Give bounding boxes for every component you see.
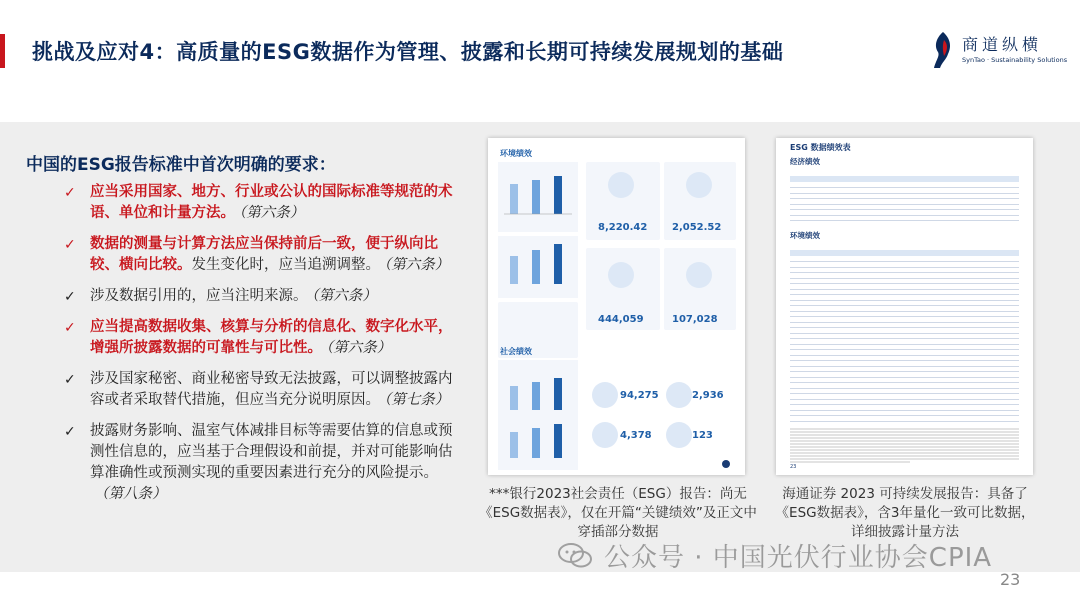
- bank-report-thumbnail: [488, 138, 745, 475]
- doc1-stat-3: 444,059: [598, 314, 644, 325]
- check-icon: ✓: [64, 237, 76, 253]
- footnote-line: [790, 458, 1019, 460]
- doc2-env-table-header: [790, 250, 1019, 256]
- watermark-text: 公众号 · 中国光伏行业协会CPIA: [604, 543, 993, 573]
- requirement-item: [64, 421, 454, 505]
- table-row: [790, 363, 1019, 367]
- requirement-reference: （第八条）: [94, 486, 167, 502]
- footnote-line: [790, 452, 1019, 454]
- doc1-env-bar-chart: [498, 162, 578, 232]
- table-row: [790, 418, 1019, 422]
- table-row: [790, 385, 1019, 389]
- table-row: [790, 412, 1019, 416]
- haitong-report-thumbnail: [776, 138, 1033, 475]
- handshake-icon: [666, 382, 692, 408]
- table-row: [790, 324, 1019, 328]
- requirements-list: [64, 182, 454, 515]
- requirement-item: [64, 317, 454, 359]
- check-icon: ✓: [64, 289, 76, 305]
- check-icon: ✓: [64, 320, 76, 336]
- table-row: [790, 407, 1019, 411]
- requirements-heading: 中国的ESG报告标准中首次明确的要求：: [26, 155, 336, 175]
- slide-page-number: 23: [1000, 570, 1021, 589]
- table-row: [790, 195, 1019, 199]
- table-row: [790, 330, 1019, 334]
- requirement-text: 涉及数据引用的，应当注明来源。: [90, 288, 308, 304]
- footnote-line: [790, 440, 1019, 442]
- table-row: [790, 319, 1019, 323]
- footnote-line: [790, 434, 1019, 436]
- doc1-stat-4: 107,028: [672, 314, 718, 325]
- table-row: [790, 335, 1019, 339]
- table-row: [790, 297, 1019, 301]
- slide-header: [0, 0, 1080, 100]
- title-accent-bar: [0, 34, 5, 68]
- leaf-icon: [608, 172, 634, 198]
- doc1-social-bar-chart: [498, 360, 578, 470]
- table-row: [790, 313, 1019, 317]
- table-row: [790, 341, 1019, 345]
- slide-title: 挑战及应对4：高质量的ESG数据作为管理、披露和长期可持续发展规划的基础: [32, 40, 784, 64]
- cloud-icon: [686, 262, 712, 288]
- requirement-text: 应当提高数据收集、核算与分析的信息化、数字化水平，增强所披露数据的可靠性与可比性。: [90, 319, 453, 356]
- footnote-line: [790, 449, 1019, 451]
- footnote-line: [790, 455, 1019, 457]
- person-icon: [592, 422, 618, 448]
- requirement-item: [64, 369, 454, 411]
- doc1-stat-7: 4,378: [620, 430, 652, 441]
- requirement-reference: （第七条）: [384, 392, 450, 408]
- doc1-env-heading: 环境绩效: [500, 149, 532, 158]
- table-row: [790, 286, 1019, 290]
- table-row: [790, 291, 1019, 295]
- table-row: [790, 184, 1019, 188]
- table-row: [790, 269, 1019, 273]
- people-icon: [592, 382, 618, 408]
- logo-mark-icon: [930, 30, 956, 70]
- doc1-corner-dot: [722, 460, 730, 468]
- check-icon: ✓: [64, 372, 76, 388]
- doc2-econ-heading: 经济绩效: [790, 157, 820, 166]
- requirement-item: [64, 286, 454, 307]
- doc1-env-bar-chart-2: [498, 236, 578, 298]
- table-row: [790, 379, 1019, 383]
- doc1-stat-2: 2,052.52: [672, 222, 722, 233]
- table-row: [790, 396, 1019, 400]
- requirement-text: 涉及国家秘密、商业秘密导致无法披露，可以调整披露内容或者采取替代措施，但应当充分说明原因。: [90, 371, 453, 408]
- requirement-reference: （第六条）: [239, 205, 305, 221]
- table-row: [790, 201, 1019, 205]
- company-logo: [930, 30, 1068, 74]
- table-row: [790, 368, 1019, 372]
- check-icon: ✓: [64, 185, 76, 201]
- footnote-line: [790, 446, 1019, 448]
- footnote-line: [790, 443, 1019, 445]
- requirement-reference: （第六条）: [311, 288, 377, 304]
- doc2-econ-table-header: [790, 176, 1019, 182]
- doc1-stat-1: 8,220.42: [598, 222, 648, 233]
- wechat-icon: [558, 542, 592, 568]
- table-row: [790, 357, 1019, 361]
- requirement-reference: （第六条）: [384, 257, 450, 273]
- table-row: [790, 308, 1019, 312]
- footnote-line: [790, 437, 1019, 439]
- table-row: [790, 264, 1019, 268]
- table-row: [790, 206, 1019, 210]
- table-row: [790, 346, 1019, 350]
- logo-tagline: SynTao · Sustainability Solutions: [962, 56, 1068, 64]
- table-row: [790, 217, 1019, 221]
- table-row: [790, 190, 1019, 194]
- heart-icon: [666, 422, 692, 448]
- doc2-env-heading: 环境绩效: [790, 231, 820, 240]
- requirement-text: 数据的测量与计算方法应当保持前后一致，便于纵向比较、横向比较。: [90, 236, 438, 273]
- check-icon: ✓: [64, 424, 76, 440]
- table-row: [790, 275, 1019, 279]
- requirement-item: [64, 182, 454, 224]
- requirement-reference: （第六条）: [326, 340, 392, 356]
- doc2-page-number: 23: [790, 464, 797, 470]
- table-row: [790, 352, 1019, 356]
- requirement-item: [64, 234, 454, 276]
- wind-turbine-icon: [686, 172, 712, 198]
- footnote-line: [790, 461, 910, 463]
- building-icon: [608, 262, 634, 288]
- table-row: [790, 401, 1019, 405]
- doc1-social-heading: 社会绩效: [500, 347, 532, 356]
- footnote-line: [790, 428, 1019, 430]
- bank-report-caption: ***银行2023社会责任（ESG）报告：尚无《ESG数据表》，仅在开篇“关键绩效”及正文中穿插部分数据: [479, 486, 757, 540]
- doc1-stat-8: 123: [692, 430, 713, 441]
- requirement-text: 应当采用国家、地方、行业或公认的国际标准等规范的术语、单位和计量方法。: [90, 184, 453, 221]
- table-row: [790, 212, 1019, 216]
- table-row: [790, 302, 1019, 306]
- haitong-report-caption: 海通证券 2023 可持续发展报告：具备了《ESG数据表》，含3年量化一致可比数据，详细披露计量方法: [775, 486, 1035, 540]
- table-row: [790, 374, 1019, 378]
- logo-name: 商道纵横: [962, 35, 1043, 54]
- requirement-extra: 发生变化时，应当追溯调整。: [191, 257, 380, 273]
- table-row: [790, 390, 1019, 394]
- requirement-text: 披露财务影响、温室气体减排目标等需要估算的信息或预测性信息的，应当基于合理假设和前提，并对可能影响估算准确性或预测实现的重要因素进行充分的风险提示。: [90, 423, 453, 481]
- table-row: [790, 258, 1019, 262]
- doc1-stat-5: 94,275: [620, 390, 659, 401]
- doc2-title: ESG 数据绩效表: [790, 143, 851, 152]
- footnote-line: [790, 431, 1019, 433]
- doc1-stat-6: 2,936: [692, 390, 724, 401]
- table-row: [790, 280, 1019, 284]
